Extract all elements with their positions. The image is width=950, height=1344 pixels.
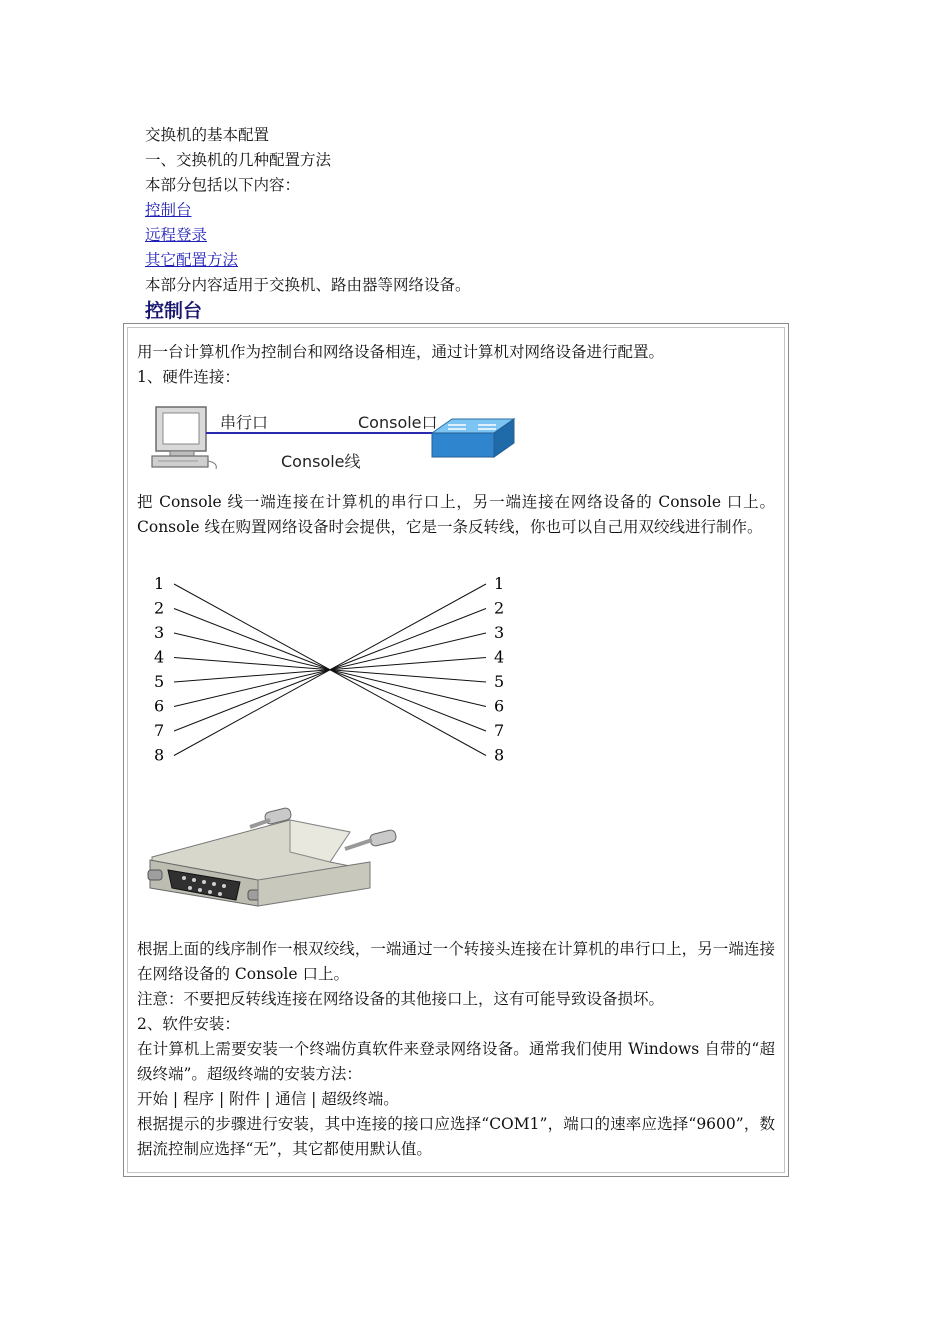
pin-right-label: 2 [494, 598, 505, 618]
pin-right-label: 8 [494, 745, 505, 765]
link-other-methods[interactable]: 其它配置方法 [145, 251, 239, 269]
pin-left-label: 2 [154, 598, 165, 618]
console-connection-diagram [148, 403, 520, 473]
doc-subtitle: 一、交换机的几种配置方法 [145, 151, 332, 169]
pin-left-label: 3 [154, 623, 165, 642]
pin-left-label: 8 [154, 745, 165, 765]
pin-right-label: 5 [494, 672, 505, 691]
panel-paragraph-2: 把 Console 线一端连接在计算机的串行口上，另一端连接在网络设备的 Console 口上。Console 线在购置网络设备时会提供，它是一条反转线，你也可以自己用双绞线进行制作。 [137, 493, 775, 536]
pin-left-label: 4 [154, 647, 165, 667]
lead-text: 本部分包括以下内容： [145, 176, 301, 194]
serial-port-label: 串行口 [220, 413, 269, 432]
section-heading-console: 控制台 [145, 300, 203, 322]
panel-paragraph-3: 根据上面的线序制作一根双绞线，一端通过一个转接头连接在计算机的串行口上，另一端连接在网络设备的 Console 口上。 [137, 940, 775, 983]
switch-icon [432, 419, 514, 457]
pin-right-label: 6 [494, 696, 505, 716]
pin-right-label: 3 [494, 623, 505, 642]
console-port-label: Console口 [358, 413, 438, 432]
link-console[interactable]: 控制台 [145, 201, 192, 219]
step-hardware: 1、硬件连接： [137, 368, 240, 386]
scope-text: 本部分内容适用于交换机、路由器等网络设备。 [145, 276, 471, 294]
pin-left-label: 6 [154, 696, 165, 716]
step-software: 2、软件安装： [137, 1015, 240, 1033]
pin-right-label: 4 [494, 647, 505, 667]
pin-right-label: 1 [494, 574, 505, 593]
warning-note: 注意：不要把反转线连接在网络设备的其他接口上，这有可能导致设备损坏。 [137, 990, 665, 1008]
panel-paragraph-1: 用一台计算机作为控制台和网络设备相连，通过计算机对网络设备进行配置。 [137, 343, 665, 361]
link-remote-login[interactable]: 远程登录 [145, 226, 208, 244]
panel-paragraph-7: 根据提示的步骤进行安装，其中连接的接口应选择“COM1”，端口的速率应选择“9600”，数据流控制应选择“无”，其它都使用默认值。 [137, 1115, 775, 1158]
panel-paragraph-5: 在计算机上需要安装一个终端仿真软件来登录网络设备。通常我们使用 Windows 自带的“超级终端”。超级终端的安装方法： [137, 1040, 775, 1083]
pin-left-label: 5 [154, 672, 165, 691]
console-cable-label: Console线 [281, 452, 361, 471]
computer-icon [152, 407, 216, 469]
doc-title: 交换机的基本配置 [145, 126, 270, 144]
pin-left-label: 7 [154, 721, 165, 740]
pin-right-label: 7 [494, 721, 505, 740]
db9-adapter-image [140, 802, 410, 914]
menu-path: 开始 | 程序 | 附件 | 通信 | 超级终端。 [137, 1090, 399, 1108]
pin-left-label: 1 [154, 574, 165, 593]
rollover-wiring-diagram [148, 572, 514, 768]
